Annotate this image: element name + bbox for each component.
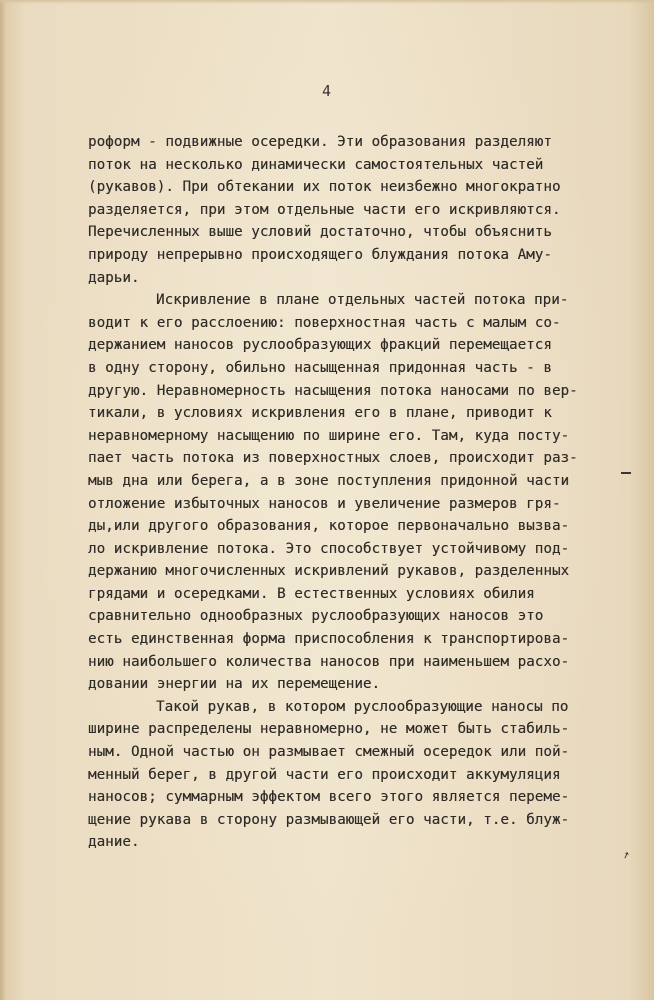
text-line: разделяется, при этом отдельные части его искривляются. (88, 201, 561, 218)
text-line: ширине распределены неравномерно, не может быть стабиль- (88, 721, 570, 738)
text-line: грядами и осередками. В естественных условиях обилия (88, 585, 535, 602)
text-line: мыв дна или берега, а в зоне поступления придонной части (88, 472, 570, 489)
text-line: неравномерному насыщению по ширине его. Там, куда посту- (88, 427, 570, 444)
text-line: довании энергии на их перемещение. (88, 676, 381, 693)
paper-edge-shadow (0, 0, 6, 1000)
text-line: держанием наносов руслообразующих фракций перемещается (88, 337, 552, 354)
text-line: водит к его расслоению: поверхностная часть с малым со- (88, 314, 561, 331)
text-line: щение рукава в сторону размывающей его части, т.е. блуж- (88, 811, 570, 828)
text-line: держанию многочисленных искривлений рукавов, разделенных (88, 563, 570, 580)
text-line: роформ - подвижные осередки. Эти образования разделяют (88, 134, 552, 150)
margin-mark: ↗ (619, 846, 632, 862)
text-line: другую. Неравномерность насыщения потока наносами по вер- (88, 382, 578, 399)
paragraph-start-line: Искривление в плане отдельных частей потока при- (156, 292, 569, 309)
text-line: в одну сторону, обильно насыщенная придонная часть - в (88, 359, 552, 376)
text-line: тикали, в условиях искривления его в плане, приводит к (88, 405, 552, 422)
body-text (88, 131, 618, 854)
page-number: 4 (322, 82, 332, 100)
text-line: дание. (88, 834, 140, 851)
paragraph-start-line: Такой рукав, в котором руслообразующие наносы по (156, 698, 569, 715)
text-line: наносов; суммарным эффектом всего этого является переме- (88, 789, 570, 806)
text-line: ды,или другого образования, которое первоначально вызва- (88, 518, 570, 535)
text-line: ло искривление потока. Это способствует устойчивому под- (88, 540, 570, 557)
paper-top-shadow (0, 0, 654, 4)
text-line: (рукавов). При обтекании их поток неизбежно многократно (88, 179, 561, 196)
text-line: есть единственная форма приспособления к транспортирова- (88, 631, 570, 648)
text-line: ным. Одной частью он размывает смежный осередок или пой- (88, 744, 570, 761)
text-line: сравнительно однообразных руслообразующих наносов это (88, 608, 544, 625)
text-line: менный берег, в другой части его происходит аккумуляция (88, 766, 561, 783)
text-line: отложение избыточных наносов и увеличение размеров гря- (88, 495, 561, 512)
text-line: Перечисленных выше условий достаточно, чтобы объяснить (88, 224, 552, 241)
text-line: природу непрерывно происходящего блуждания потока Аму- (88, 246, 552, 263)
margin-dash (621, 472, 631, 474)
text-line: нию наибольшего количества наносов при наименьшем расхо- (88, 653, 570, 670)
text-line: поток на несколько динамически самостоятельных частей (88, 156, 544, 173)
text-line: дарьи. (88, 269, 140, 286)
text-line: пает часть потока из поверхностных слоев, происходит раз- (88, 450, 578, 467)
